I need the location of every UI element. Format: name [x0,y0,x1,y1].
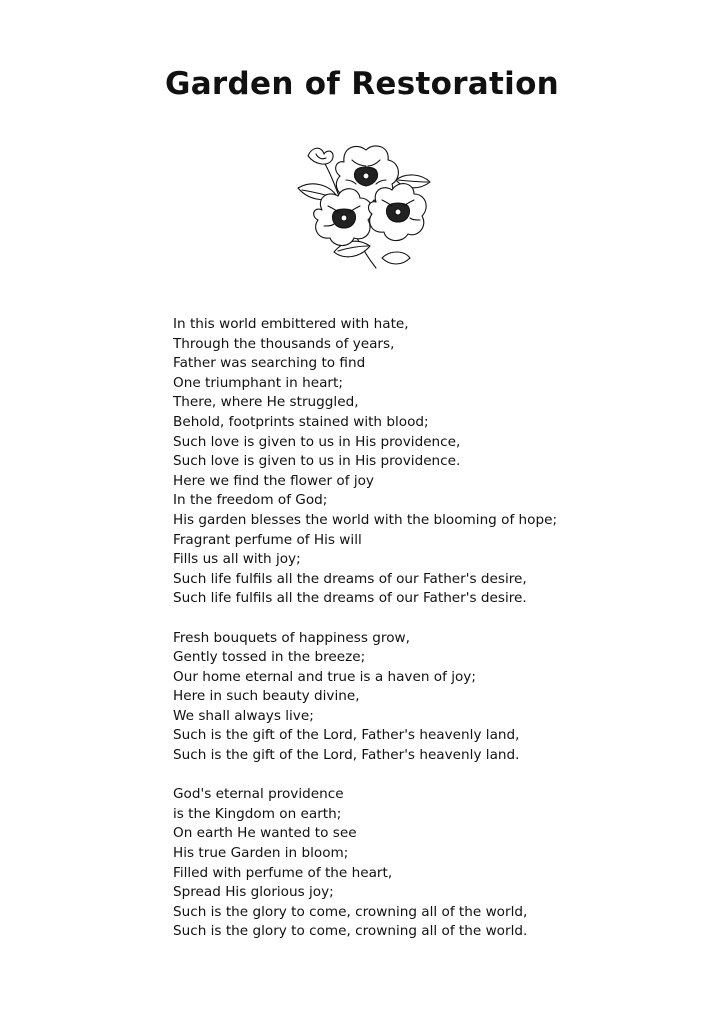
poem-line: Such is the gift of the Lord, Father's heavenly land, [173,727,520,744]
poem-line: Here we find the flower of joy [173,472,374,489]
poem-line: Such is the glory to come, crowning all of the world. [173,923,528,940]
poem-line: Fragrant perfume of His will [173,531,362,548]
poem-line: On earth He wanted to see [173,825,357,842]
poem-line: Such is the gift of the Lord, Father's heavenly land. [173,747,520,764]
poem-line: Gently tossed in the breeze; [173,649,366,666]
poem-line: Fresh bouquets of happiness grow, [173,629,410,646]
poem-line: In this world embittered with hate, [173,316,409,332]
poem-line: Through the thousands of years, [173,335,395,352]
pansy-flower-icon [286,140,438,272]
poem-line: Here in such beauty divine, [173,688,360,705]
poem-line: His garden blesses the world with the blooming of hope; [173,511,558,528]
poem-line: There, where He struggled, [173,394,359,411]
poem-body [173,315,693,962]
poem-line: Such love is given to us in His providence, [173,433,461,450]
poem-line: Filled with perfume of the heart, [173,864,393,881]
poem-line: Our home eternal and true is a haven of joy; [173,668,476,685]
poem-line: Such love is given to us in His providence. [173,453,461,470]
poem-line: is the Kingdom on earth; [173,805,342,822]
poem-line: God's eternal providence [173,786,344,803]
poem-line: Behold, footprints stained with blood; [173,413,429,430]
poem-line: Such life fulfils all the dreams of our Father's desire, [173,570,527,587]
stanza [173,315,693,609]
stanza [173,785,693,942]
poem-line: Such life fulfils all the dreams of our Father's desire. [173,590,527,607]
poem-line: We shall always live; [173,707,314,724]
page-title: Garden of Restoration [164,66,560,102]
poem-line: Father was searching to find [173,355,366,372]
poem-line: Fills us all with joy; [173,551,301,568]
poem-line: One triumphant in heart; [173,374,343,391]
poem-line: In the freedom of God; [173,492,328,509]
poem-line: Such is the glory to come, crowning all of the world, [173,903,528,920]
poem-line: Spread His glorious joy; [173,884,334,901]
stanza [173,629,693,766]
poem-line: His true Garden in bloom; [173,845,349,862]
